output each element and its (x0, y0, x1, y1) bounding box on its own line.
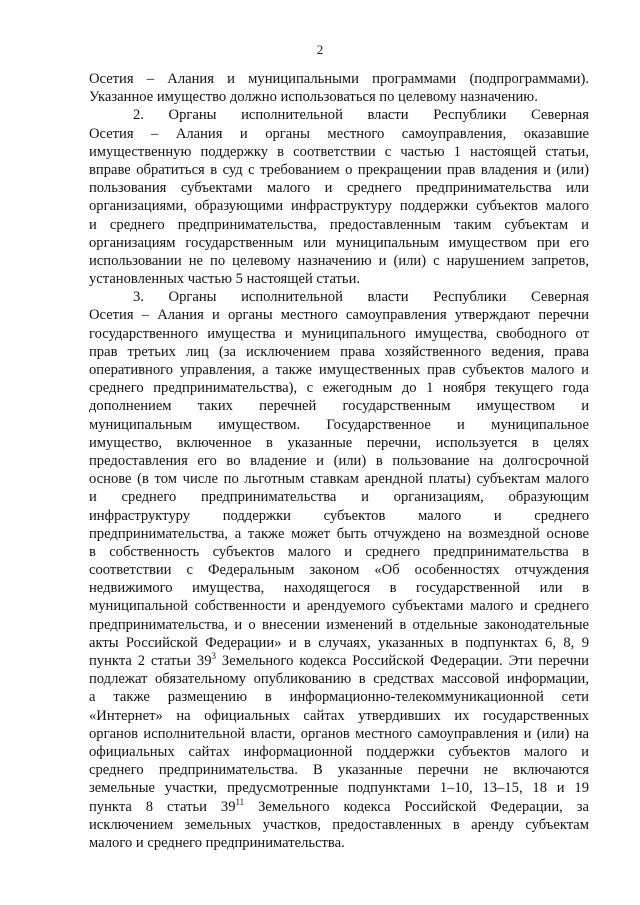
text-line: установленных частью 5 настоящей статьи. (89, 271, 361, 288)
text-line: в собственность субъектов малого и среднего предпринимательства в (89, 543, 589, 560)
text-segment: Земельного кодекса Российской Федерации, за (244, 798, 589, 815)
text-line (89, 652, 589, 670)
text-line: муниципальным имуществом. Государственное и муниципальное (89, 416, 589, 433)
text-line: дополнением таких перечней государственным имуществом и (89, 398, 589, 415)
text-line: подлежат обязательному опубликованию в средствах массовой информации, (89, 671, 589, 688)
text-line: государственного имущества и муниципального имущества, свободного от (89, 325, 589, 342)
text-line: использовании не по целевому назначению и (или) с нарушением запретов, (89, 252, 589, 269)
text-line: пользования субъектами малого и среднего предпринимательства или (89, 180, 589, 197)
text-line: прав третьих лиц (за исключением права хозяйственного ведения, права (89, 343, 589, 360)
text-line: и среднего предпринимательства и организациям, образующим (89, 489, 589, 506)
text-line: имущественную поддержку в соответствии с частью 1 настоящей статьи, (89, 143, 589, 160)
text-line: земельные участки, предусмотренные подпунктами 1–10, 13–15, 18 и 19 (89, 780, 589, 797)
page-number: 2 (316, 42, 324, 57)
text-line: Осетия – Алания и органы местного самоуправления утверждают перечни (89, 307, 589, 324)
text-line: малого и среднего предпринимательства. (89, 834, 345, 851)
text-segment: Земельного кодекса Российской Федерации. Эти перечни (216, 653, 589, 669)
text-line: муниципальной собственности и арендуемого субъектами малого и среднего (89, 598, 589, 615)
text-line: исключением земельных участков, предоставленных в аренду субъектам (89, 816, 589, 833)
text-line: «Интернет» на официальных сайтах утвердивших их государственных (89, 707, 589, 724)
text-line: органов исполнительной власти, органов местного самоуправления и (или) на (89, 725, 589, 742)
text-line: 3. Органы исполнительной власти Республики Северная (133, 289, 589, 306)
text-line (89, 798, 589, 816)
text-line: имущество, включенное в указанные перечни, используется в целях (89, 434, 589, 451)
text-line: Осетия – Алания и муниципальными программами (подпрограммами). (89, 71, 589, 87)
text-line: соответствии с Федеральным законом «Об особенностях отчуждения (89, 562, 589, 579)
document-body (89, 70, 589, 852)
text-line: 2. Органы исполнительной власти Республики Северная (133, 107, 589, 124)
text-line: Осетия – Алания и органы местного самоуправления, оказавшие (89, 125, 589, 142)
text-line: акты Российской Федерации» и в случаях, указанных в подпунктах 6, 8, 9 (89, 634, 589, 651)
superscript-index: 11 (235, 796, 245, 807)
text-line: основе (в том числе по льготным ставкам арендной платы) субъектам малого (89, 471, 589, 488)
text-line: а также размещению в информационно-телекоммуникационной сети (89, 689, 589, 706)
text-segment: пункта 2 статьи 39 (89, 653, 212, 669)
text-line: организациям государственным или муниципальным имуществом при его (89, 234, 589, 251)
superscript-index: 3 (211, 651, 216, 661)
text-line: организациями, образующими инфраструктуру поддержки субъектов малого (89, 198, 589, 215)
text-line: среднего предпринимательства), с ежегодным до 1 ноября текущего года (89, 380, 589, 397)
text-line: предпринимательства, а также может быть отчуждено на возмездной основе (89, 525, 589, 542)
text-line: Указанное имущество должно использоваться по целевому назначению. (89, 89, 538, 106)
text-line: и среднего предпринимательства, предоставленным таким субъектам и (89, 216, 589, 233)
text-line: предоставления его во владение и (или) в пользование на долгосрочной (89, 452, 589, 469)
text-line: оперативного управления, а также имущественных прав субъектов малого и (89, 362, 589, 378)
text-line: инфраструктуру поддержки субъектов малого и среднего (89, 507, 589, 524)
text-line: недвижимого имущества, находящегося в государственной или в (89, 580, 589, 597)
text-segment: пункта 8 статьи 39 (89, 798, 236, 815)
text-line: среднего предпринимательства. В указанные перечни не включаются (89, 762, 589, 779)
text-line: официальных сайтах информационной поддержки субъектов малого и (89, 743, 589, 760)
text-line: вправе обратиться в суд с требованием о прекращении прав владения и (или) (89, 161, 589, 178)
text-line: предпринимательства, и о внесении изменений в отдельные законодательные (89, 616, 589, 633)
